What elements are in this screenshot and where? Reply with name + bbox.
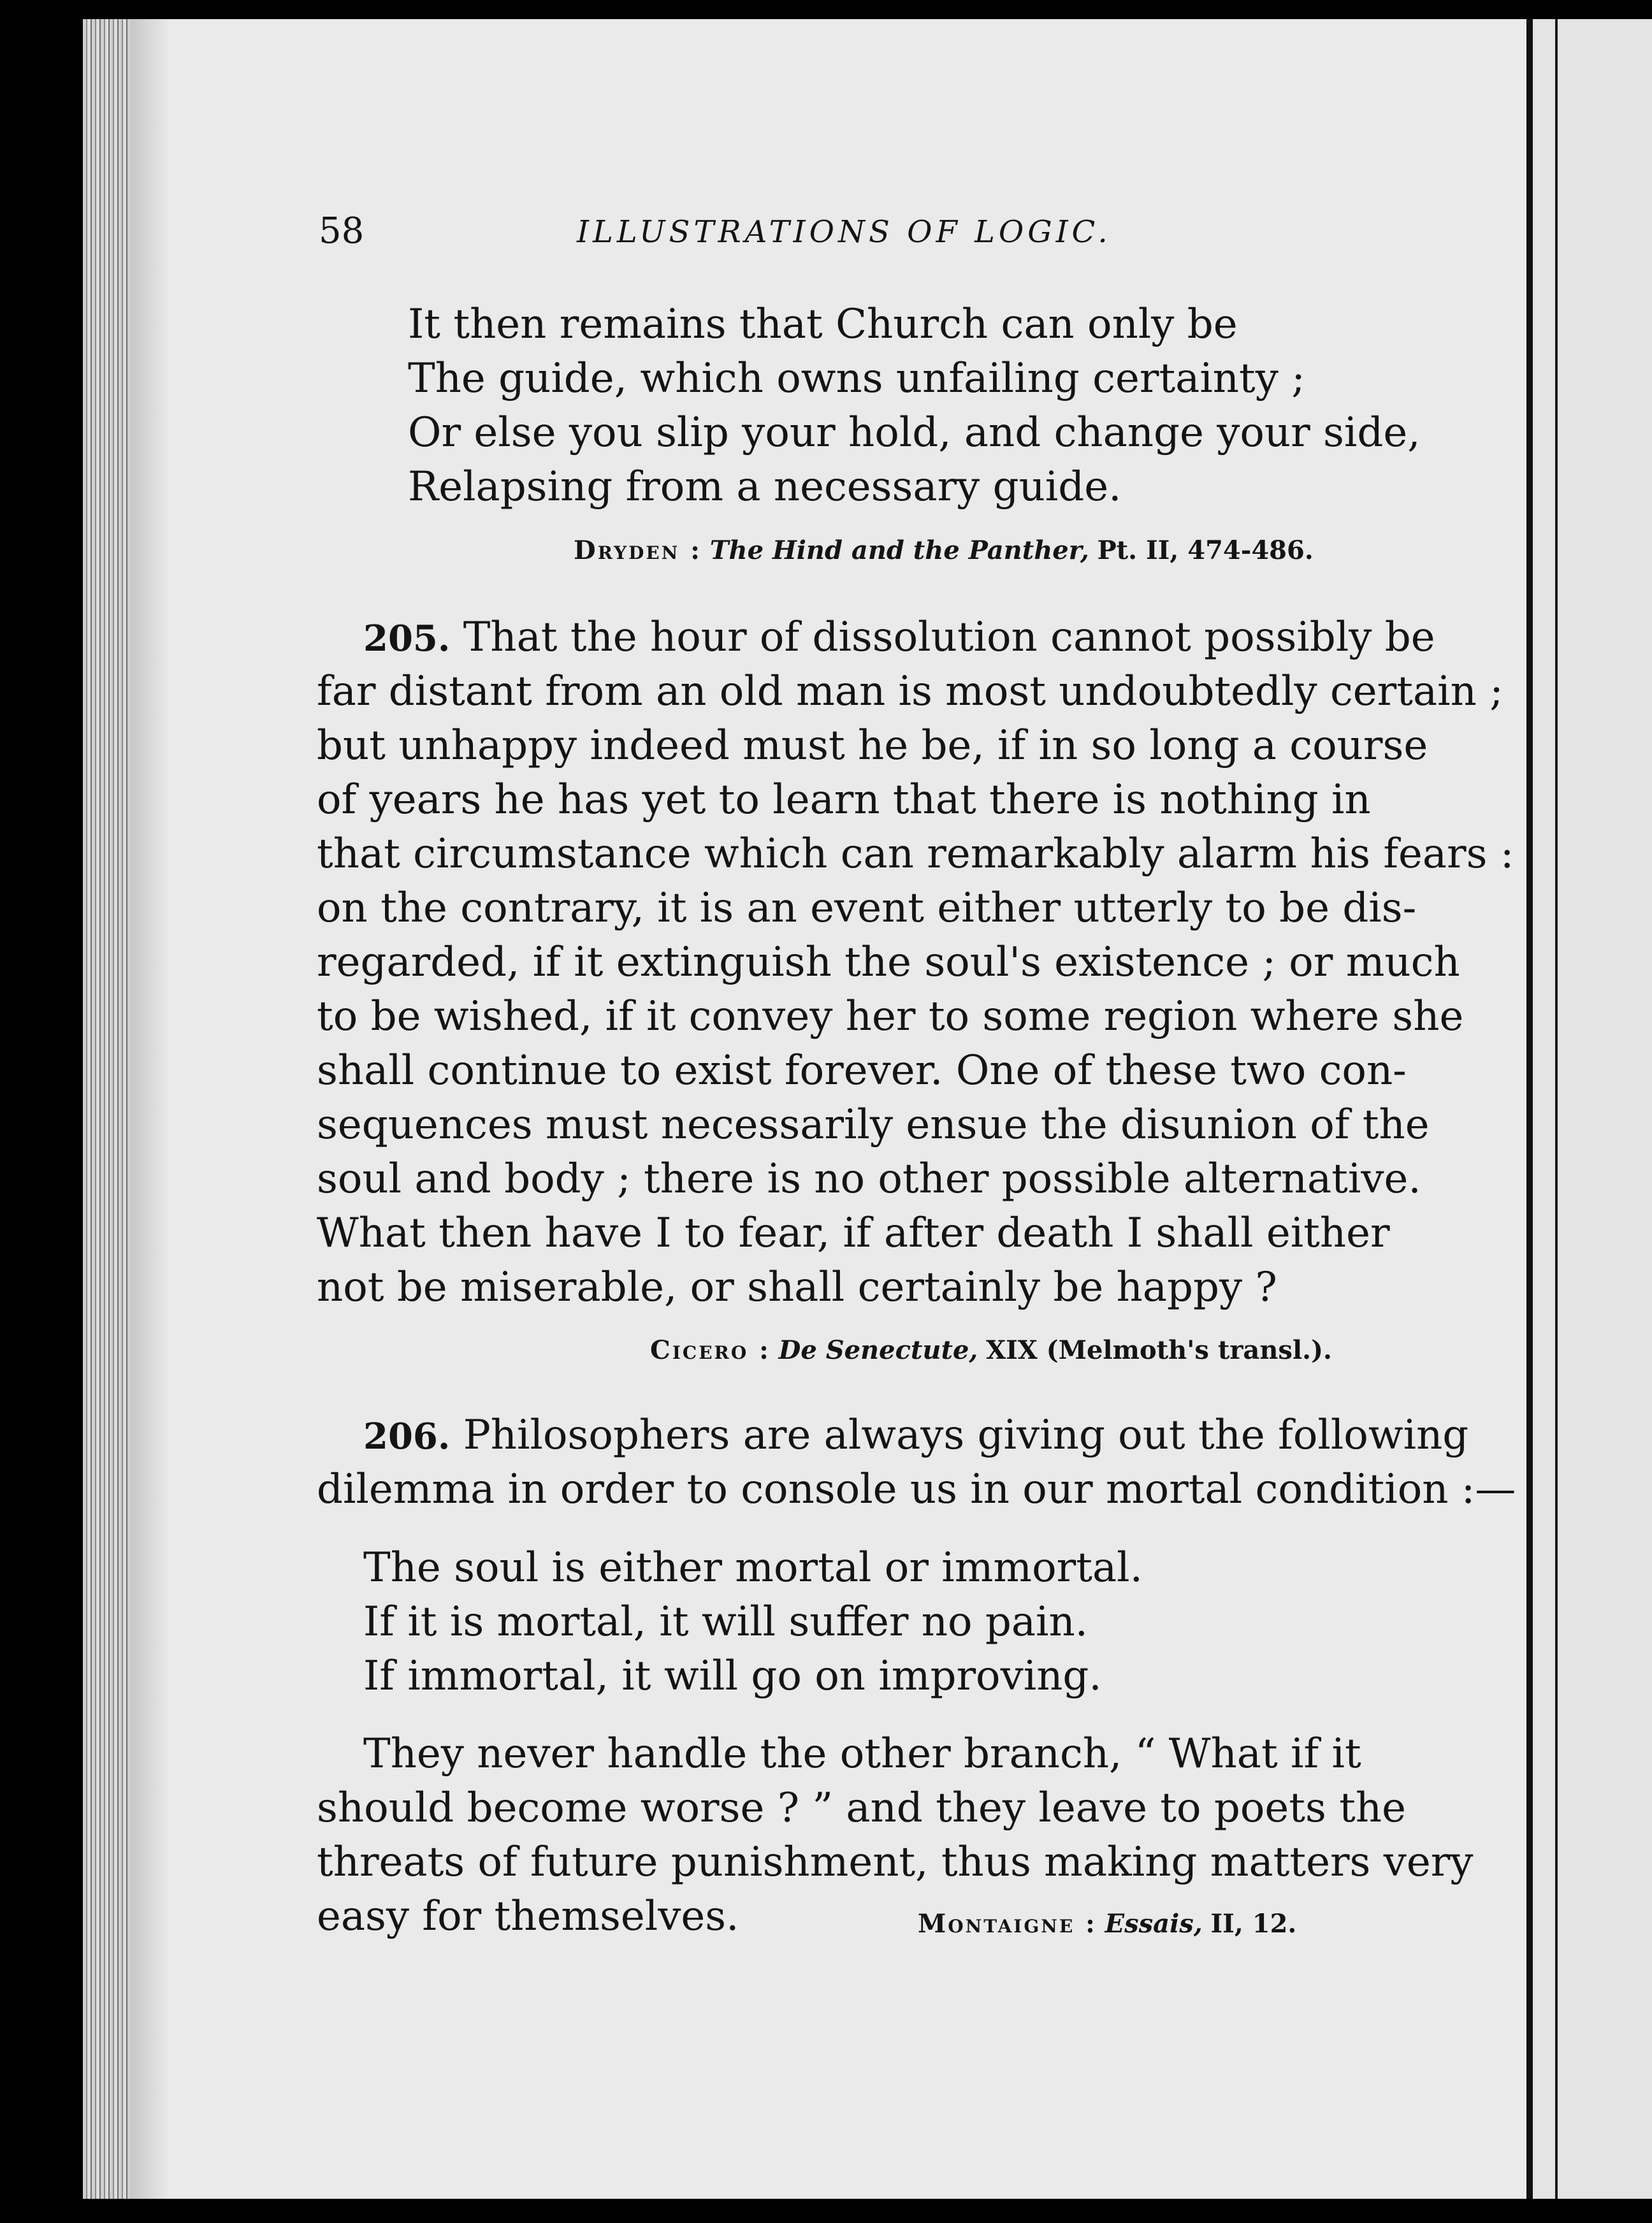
paragraph-line: not be miserable, or shall certainly be happy ? bbox=[317, 1264, 1277, 1311]
section-number: 205. bbox=[363, 618, 451, 660]
citation-dryden bbox=[574, 535, 1314, 565]
paragraph-line: regarded, if it extinguish the soul's existence ; or much bbox=[317, 939, 1460, 986]
section-number: 206. bbox=[363, 1416, 451, 1458]
citation-location: Pt. II, 474-486. bbox=[1097, 535, 1314, 565]
paragraph-line: of years he has yet to learn that there is nothing in bbox=[317, 776, 1371, 823]
citation-author: Cicero : bbox=[650, 1335, 771, 1365]
paragraph-line: soul and body ; there is no other possible alternative. bbox=[317, 1155, 1421, 1203]
citation-cicero bbox=[650, 1335, 1332, 1365]
paragraph-line: that circumstance which can remarkably alarm his fears : bbox=[317, 830, 1514, 878]
dilemma-line: The soul is either mortal or immortal. bbox=[363, 1544, 1143, 1591]
paragraph-line: but unhappy indeed must he be, if in so long a course bbox=[317, 722, 1428, 769]
paragraph-line: to be wished, if it convey her to some region where she bbox=[317, 993, 1464, 1040]
citation-location: II, 12. bbox=[1210, 1909, 1297, 1939]
paragraph-line: dilemma in order to console us in our mortal condition :— bbox=[317, 1466, 1516, 1513]
verse-line: Relapsing from a necessary guide. bbox=[408, 463, 1122, 510]
page-number: 58 bbox=[319, 210, 365, 252]
citation-work: The Hind and the Panther, bbox=[709, 535, 1089, 565]
paragraph-first-line bbox=[363, 611, 1435, 666]
book-gutter bbox=[1526, 19, 1533, 2199]
paragraph-line: should become worse ? ” and they leave to poets the bbox=[317, 1785, 1406, 1832]
citation-location: XIX (Melmoth's transl.). bbox=[986, 1335, 1332, 1365]
paragraph-line: far distant from an old man is most undoubtedly certain ; bbox=[317, 668, 1503, 715]
paragraph-line: easy for themselves. bbox=[317, 1893, 739, 1940]
first-line-text: That the hour of dissolution cannot possibly be bbox=[463, 614, 1435, 661]
paragraph-line: on the contrary, it is an event either utterly to be dis- bbox=[317, 885, 1417, 932]
citation-work: Essais, bbox=[1105, 1909, 1203, 1939]
facing-page-edge bbox=[1533, 19, 1652, 2199]
paragraph-line: They never handle the other branch, “ What if it bbox=[363, 1730, 1361, 1778]
verse-line: Or else you slip your hold, and change your side, bbox=[408, 409, 1421, 456]
verse-line: The guide, which owns unfailing certainty ; bbox=[408, 355, 1305, 402]
citation-montaigne bbox=[918, 1909, 1296, 1939]
citation-author: Montaigne : bbox=[918, 1909, 1097, 1939]
paragraph-line: What then have I to fear, if after death I shall either bbox=[317, 1210, 1390, 1257]
citation-author: Dryden : bbox=[574, 535, 702, 565]
paragraph-line: shall continue to exist forever. One of these two con- bbox=[317, 1047, 1407, 1094]
dilemma-line: If it is mortal, it will suffer no pain. bbox=[363, 1598, 1088, 1646]
facing-page-rule bbox=[1555, 19, 1558, 2199]
paragraph-line: threats of future punishment, thus making matters very bbox=[317, 1839, 1474, 1886]
citation-work: De Senectute, bbox=[778, 1335, 978, 1365]
paragraph-line: sequences must necessarily ensue the disunion of the bbox=[317, 1101, 1430, 1148]
paragraph-first-line bbox=[363, 1408, 1469, 1464]
verse-line: It then remains that Church can only be bbox=[408, 301, 1238, 348]
book-page-edges bbox=[83, 19, 131, 2199]
running-title: ILLUSTRATIONS OF LOGIC. bbox=[577, 214, 1112, 250]
page-binding-shadow bbox=[131, 19, 169, 2199]
dilemma-line: If immortal, it will go on improving. bbox=[363, 1653, 1102, 1700]
first-line-text: Philosophers are always giving out the following bbox=[463, 1412, 1469, 1459]
